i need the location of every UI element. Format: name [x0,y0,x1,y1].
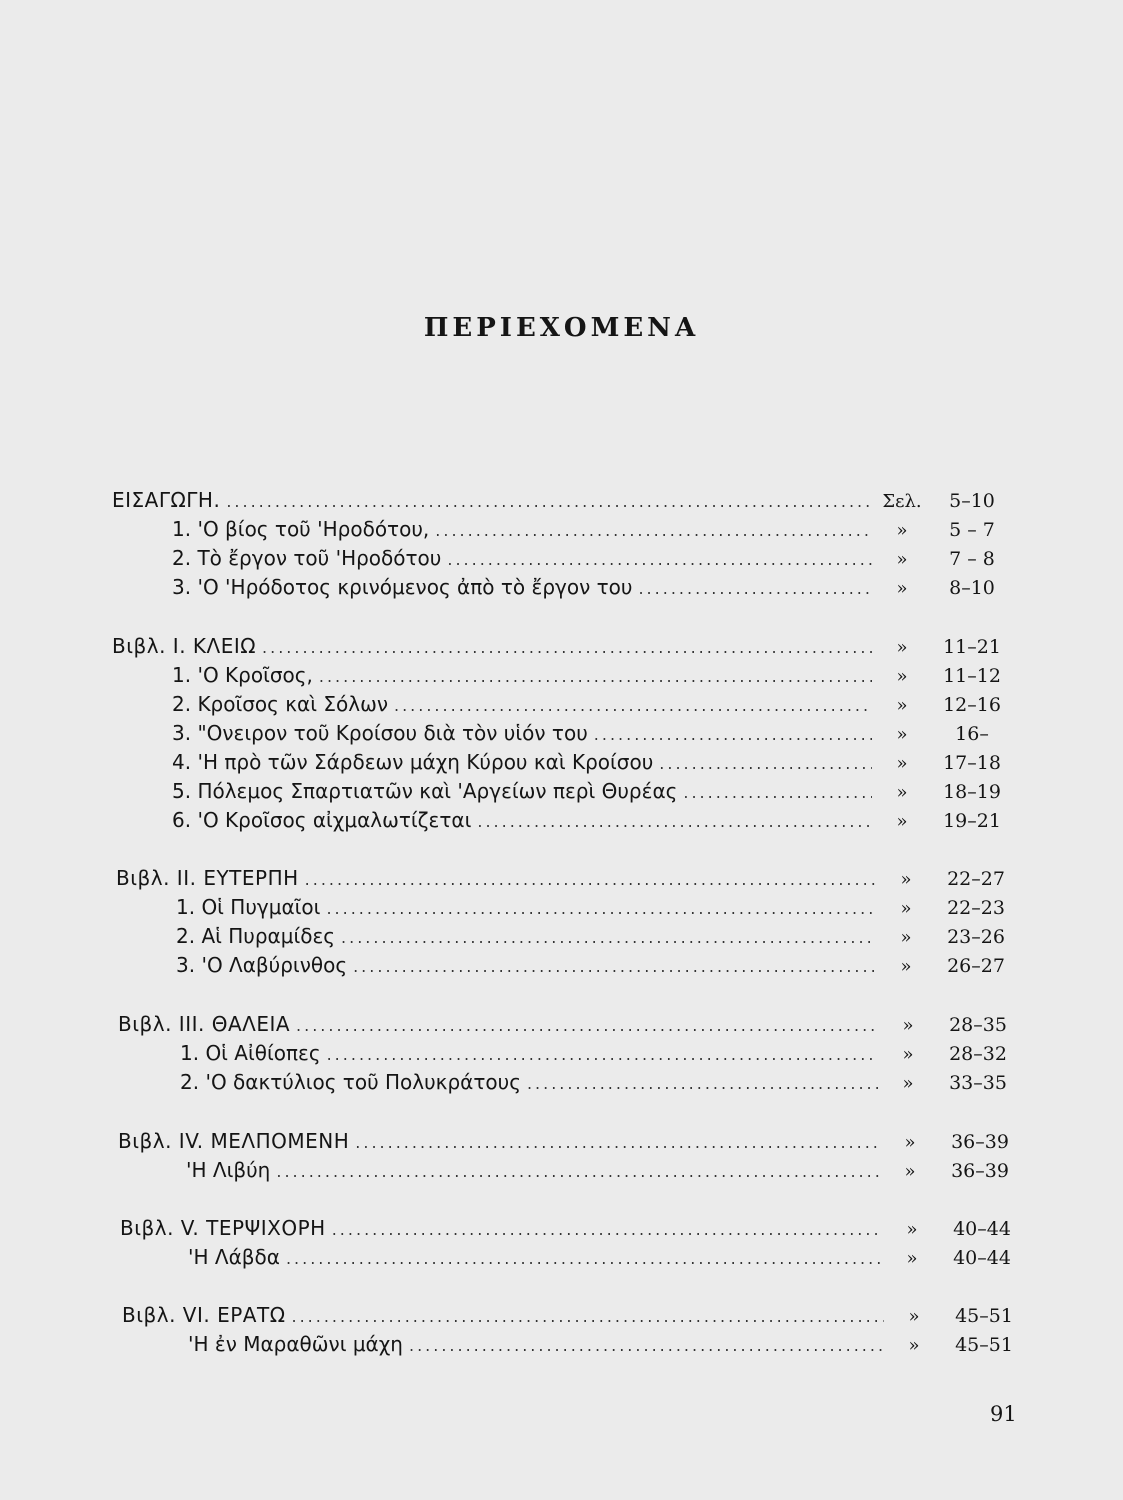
dot-leader [394,692,872,720]
page-range: 19–21 [943,810,1001,832]
dot-leader [262,634,872,662]
dot-leader [353,953,876,981]
toc-label: 5. Πόλεμος Σπαρτιατῶν καὶ 'Αργείων περὶ Θυρέας [172,779,678,803]
page-range: 36–39 [951,1131,1009,1153]
ditto-mark: » [896,666,908,687]
toc-entry [188,1330,1024,1358]
ditto-mark: » [896,753,908,774]
toc-label: Βιβλ. VI. ΕΡΑΤΩ [122,1303,286,1327]
toc-label: 'Η Λιβύη [186,1158,271,1182]
toc-label: 1. Οἱ Αἰθίοπες [180,1041,321,1065]
toc-label: 6. 'Ο Κροῖσος αἰχμαλωτίζεται [172,808,472,832]
dot-leader [326,895,876,923]
page-range: 23–26 [947,926,1005,948]
toc-label: 2. Αἱ Πυραμίδες [176,924,336,948]
page-title: ΠΕΡΙΕΧΟΜΕΝΑ [423,313,700,343]
toc-entry [186,1156,1020,1184]
ditto-mark: » [904,1161,916,1182]
page-range: 36–39 [951,1160,1009,1182]
page-range: 28–35 [949,1014,1007,1036]
page-range: 11–21 [943,636,1001,658]
toc-entry [176,922,1016,950]
dot-leader [594,721,872,749]
dot-leader [276,1158,880,1186]
toc-label: Βιβλ. V. ΤΕΡΨΙΧΟΡΗ [120,1216,326,1240]
toc-label: 3. 'Ο 'Ηρόδοτος κρινόμενος ἀπὸ τὸ ἔργον του [172,575,633,599]
toc-heading-introduction [112,486,1012,514]
toc-label: 1. 'Ο βίος τοῦ 'Ηροδότου, [172,517,430,541]
toc-heading-book-3 [118,1010,1018,1038]
page-range: 12–16 [943,694,1001,716]
page-range: 22–27 [947,868,1005,890]
ditto-mark: » [900,927,912,948]
ditto-mark: » [900,898,912,919]
dot-leader [659,750,872,778]
ditto-mark: » [896,578,908,599]
ditto-mark: » [906,1248,918,1269]
dot-leader [683,779,872,807]
toc-entry [172,573,1012,601]
ditto-mark: » [896,782,908,803]
dot-leader [226,488,872,516]
ditto-mark: » [908,1335,920,1356]
toc-entry [176,951,1016,979]
page-range: 22–23 [947,897,1005,919]
toc-entry [172,544,1012,572]
toc-entry [172,719,1012,747]
dot-leader [435,517,872,545]
page-range: 5 – 7 [949,519,995,541]
toc-entry [172,690,1012,718]
dot-leader [327,1041,878,1069]
dot-leader [638,575,872,603]
ditto-mark: » [902,1044,914,1065]
toc-heading-book-5 [120,1214,1022,1242]
toc-entry [172,806,1012,834]
page-range: 40–44 [953,1247,1011,1269]
page-range: 40–44 [953,1218,1011,1240]
toc-label: Βιβλ. III. ΘΑΛΕΙΑ [118,1012,291,1036]
page-range: 17–18 [943,752,1001,774]
ditto-mark: » [906,1219,918,1240]
ditto-mark: » [902,1073,914,1094]
toc-heading-book-4 [118,1127,1020,1155]
ditto-mark: » [896,549,908,570]
page-range: 45–51 [955,1305,1013,1327]
ditto-mark: » [896,724,908,745]
page-range: 45–51 [955,1334,1013,1356]
toc-label: 2. 'Ο δακτύλιος τοῦ Πολυκράτους [180,1070,521,1094]
page-number: 91 [990,1402,1017,1426]
dot-leader [296,1012,878,1040]
toc-label: Βιβλ. I. ΚΛΕΙΩ [112,634,257,658]
dot-leader [332,1216,882,1244]
page-range: 16– [955,723,989,745]
toc-label: Βιβλ. IV. ΜΕΛΠΟΜΕΝΗ [118,1129,350,1153]
page-range: 28–32 [949,1043,1007,1065]
dot-leader [527,1070,878,1098]
toc-label: 4. 'Η πρὸ τῶν Σάρδεων μάχη Κύρου καὶ Κροίσου [172,750,654,774]
toc-label: 3. 'Ο Λαβύρινθος [176,953,348,977]
toc-heading-book-2 [116,864,1016,892]
toc-label: 1. 'Ο Κροῖσος, [172,663,313,687]
dot-leader [447,546,872,574]
toc-entry [172,777,1012,805]
toc-label: 2. Κροῖσος καὶ Σόλων [172,692,388,716]
dot-leader [355,1129,880,1157]
dot-leader [291,1303,884,1331]
toc-entry [176,893,1016,921]
dot-leader [286,1245,882,1273]
toc-label: 1. Οἱ Πυγμαῖοι [176,895,321,919]
toc-label: ΕΙΣΑΓΩΓΗ. [112,488,221,512]
dot-leader [341,924,876,952]
toc-heading-book-6 [122,1301,1024,1329]
page-range: 33–35 [949,1072,1007,1094]
toc-entry [180,1039,1018,1067]
toc-entry [172,515,1012,543]
toc-label: 'Η Λάβδα [188,1245,280,1269]
ditto-mark: » [896,695,908,716]
page-range: 5–10 [949,490,995,512]
toc-label: 'Η ἐν Μαραθῶνι μάχη [188,1332,403,1356]
ditto-mark: » [900,869,912,890]
page-range: 7 – 8 [949,548,995,570]
page-range: 18–19 [943,781,1001,803]
toc-label: 2. Τὸ ἔργον τοῦ 'Ηροδότου [172,546,442,570]
ditto-mark: » [904,1132,916,1153]
toc-label: 3. "Ονειρον τοῦ Κροίσου διὰ τὸν υἱόν του [172,721,588,745]
dot-leader [305,866,876,894]
toc-entry [180,1068,1018,1096]
dot-leader [409,1332,884,1360]
dot-leader [477,808,872,836]
toc-heading-book-1 [112,632,1012,660]
page-abbrev: Σελ. [882,491,922,512]
page-range: 11–12 [943,665,1001,687]
toc-entry [188,1243,1022,1271]
toc-label: Βιβλ. II. ΕΥΤΕΡΠΗ [116,866,299,890]
toc-entry [172,748,1012,776]
ditto-mark: » [896,637,908,658]
ditto-mark: » [908,1306,920,1327]
dot-leader [319,663,872,691]
ditto-mark: » [902,1015,914,1036]
ditto-mark: » [896,520,908,541]
toc-entry [172,661,1012,689]
page-range: 26–27 [947,955,1005,977]
ditto-mark: » [900,956,912,977]
ditto-mark: » [896,811,908,832]
page-range: 8–10 [949,577,995,599]
